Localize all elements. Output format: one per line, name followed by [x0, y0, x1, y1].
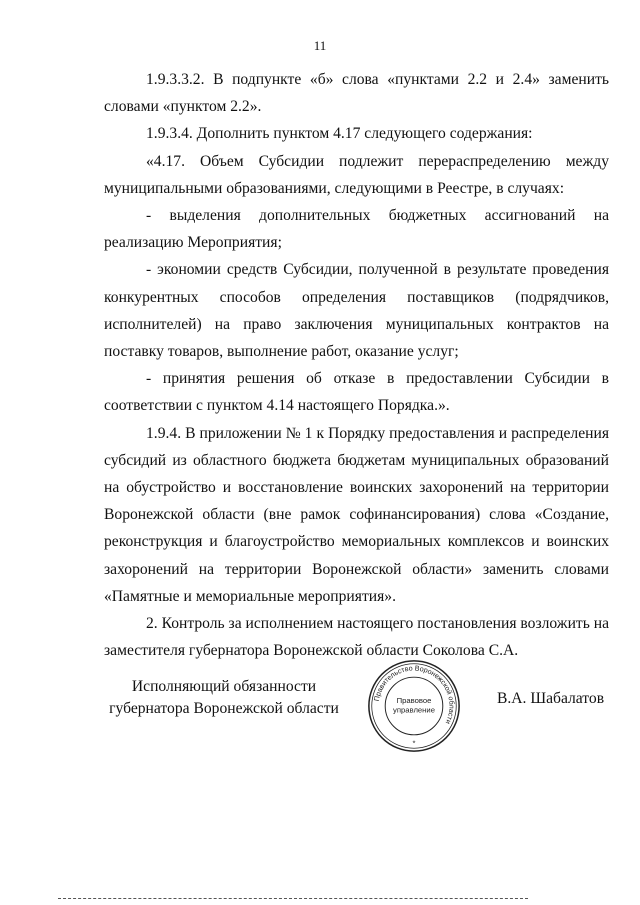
seal-ring-text: Правительство Воронежской области — [372, 664, 456, 726]
signatory-position-line-2: губернатора Воронежской области — [109, 700, 339, 717]
paragraph-4-17: «4.17. Объем Субсидии подлежит перераспределению между муниципальными образованиями, следующими в Реестре, в случаях: — [104, 152, 609, 197]
signatory-position — [100, 676, 348, 720]
paragraph-1-9-3-3-2: 1.9.3.3.2. В подпункте «б» слова «пунктами 2.2 и 2.4» заменить словами «пунктом 2.2». — [104, 71, 609, 116]
seal-center-line-2: управление — [393, 705, 435, 715]
page-number: 11 — [313, 38, 327, 53]
list-item-refusal-decision: - принятия решения об отказе в предоставлении Субсидии в соответствии с пунктом 4.14 настоящего Порядка.». — [104, 370, 609, 415]
seal-star-icon: * — [412, 738, 416, 748]
paragraph-1-9-3-4: 1.9.3.4. Дополнить пунктом 4.17 следующего содержания: — [146, 125, 533, 143]
paragraph-2-control: 2. Контроль за исполнением настоящего постановления возложить на заместителя губернатора Воронежской области Соколова С.А. — [104, 615, 610, 660]
list-item-additional-allocations: - выделения дополнительных бюджетных ассигнований на реализацию Мероприятия; — [104, 207, 609, 252]
signatory-position-line-1: Исполняющий обязанности — [131, 678, 317, 695]
signatory-name: В.А. Шабалатов — [497, 690, 605, 707]
document-body — [104, 66, 609, 664]
paragraph-1-9-4: 1.9.4. В приложении № 1 к Порядку предоставления и распределения субсидий из областного бюджета бюджетам муниципальных образований на обустройство и восстановление воинских захоронений на территории Воронежской области (вне рамок софинансирования) слова «Создание, реконструкция и благоустройство мемориальных комплексов и воинских захоронений на территории Воронежской области» заменить словами «Памятные и мемориальные мероприятия». — [104, 424, 609, 605]
list-item-subsidy-savings: - экономии средств Субсидии, полученной в результате проведения конкурентных способов определения поставщиков (подрядчиков, исполнителей) на право заключения муниципальных контрактов на поставку товаров, выполнение работ, оказание услуг; — [104, 261, 609, 361]
bottom-divider — [58, 898, 528, 900]
official-seal — [366, 658, 462, 754]
seal-center-line-1: Правовое — [396, 696, 432, 706]
